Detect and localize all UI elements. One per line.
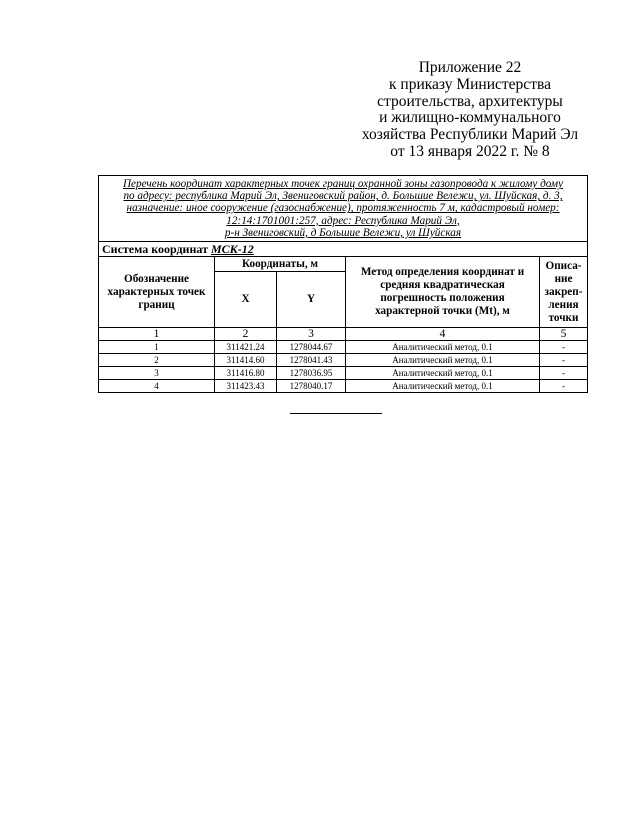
header-line: погрешность положения: [380, 292, 505, 305]
cell-x: 311423.43: [215, 380, 277, 393]
coordinate-system-value: МСК-12: [210, 242, 254, 257]
caption-line: 12:14:1701001:257, адрес: Республика Марий Эл,: [226, 214, 460, 227]
appendix-line: хозяйства Республики Марий Эл: [361, 126, 579, 144]
column-number: 3: [277, 328, 346, 341]
appendix-line: и жилищно-коммунального: [379, 109, 561, 127]
header-line: границ: [138, 298, 175, 311]
caption-line: назначение: иное сооружение (газоснабжение), протяженность 7 м, кадастровый номер:: [126, 202, 560, 215]
appendix-header: [330, 60, 610, 161]
cell-point: 2: [99, 354, 215, 367]
caption-line: Перечень координат характерных точек границ охранной зоны газопровода к жилому дому: [122, 178, 564, 190]
column-number: 1: [99, 328, 215, 341]
coordinates-table: [98, 175, 588, 393]
header-coords: Координаты, м: [215, 257, 346, 272]
header-desc: [540, 257, 588, 328]
appendix-line: от 13 января 2022 г. № 8: [390, 142, 550, 160]
table-row: [99, 367, 588, 380]
appendix-line: к приказу Министерства: [389, 75, 551, 93]
column-number: 2: [215, 328, 277, 341]
column-number: 4: [346, 328, 540, 341]
column-number: 5: [540, 328, 588, 341]
cell-point: 4: [99, 380, 215, 393]
cell-point: 3: [99, 367, 215, 380]
table-row: [99, 380, 588, 393]
header-line: средняя квадратическая: [380, 279, 505, 292]
caption-line: по адресу: республика Марий Эл, Звениговский район, д. Большие Вележи, ул. Шуйская, д. 3,: [123, 190, 563, 203]
cell-point: 1: [99, 341, 215, 354]
header-line: Метод определения координат и: [360, 266, 525, 279]
cell-desc: -: [540, 367, 588, 380]
appendix-line: Приложение 22: [418, 59, 522, 76]
header-line: характерной точки (Mt), м: [375, 305, 510, 318]
header-line: ние: [554, 272, 573, 285]
cell-method: Аналитический метод, 0.1: [346, 367, 540, 380]
cell-method: Аналитический метод, 0.1: [346, 354, 540, 367]
header-line: характерных точек: [107, 285, 206, 298]
caption-line: р-н Звениговский, д Большие Вележи, ул Шуйская: [224, 226, 462, 239]
cell-x: 311414.60: [215, 354, 277, 367]
cell-y: 1278044.67: [277, 341, 346, 354]
coordinate-system: [99, 242, 588, 257]
header-line: Описа-: [545, 259, 582, 272]
table-caption: [99, 176, 588, 242]
table-row: [99, 354, 588, 367]
header-y: Y: [277, 272, 346, 328]
table-row: [99, 341, 588, 354]
cell-desc: -: [540, 380, 588, 393]
cell-method: Аналитический метод, 0.1: [346, 380, 540, 393]
header-method: [346, 257, 540, 328]
cell-method: Аналитический метод, 0.1: [346, 341, 540, 354]
cell-desc: -: [540, 341, 588, 354]
header-line: точки: [548, 311, 579, 324]
coordinate-system-label: Система координат: [102, 242, 208, 257]
cell-y: 1278041.43: [277, 354, 346, 367]
cell-x: 311416.80: [215, 367, 277, 380]
appendix-line: строительства, архитектуры: [377, 92, 563, 110]
cell-y: 1278040.17: [277, 380, 346, 393]
header-x: X: [215, 272, 277, 328]
cell-x: 311421.24: [215, 341, 277, 354]
header-line: закреп-: [544, 285, 583, 298]
header-line: ления: [548, 298, 579, 311]
cell-y: 1278036.95: [277, 367, 346, 380]
cell-desc: -: [540, 354, 588, 367]
column-number-row: [99, 328, 588, 341]
header-point: [99, 257, 215, 328]
signoff-line: [290, 413, 382, 414]
header-line: Обозначение: [124, 272, 189, 285]
